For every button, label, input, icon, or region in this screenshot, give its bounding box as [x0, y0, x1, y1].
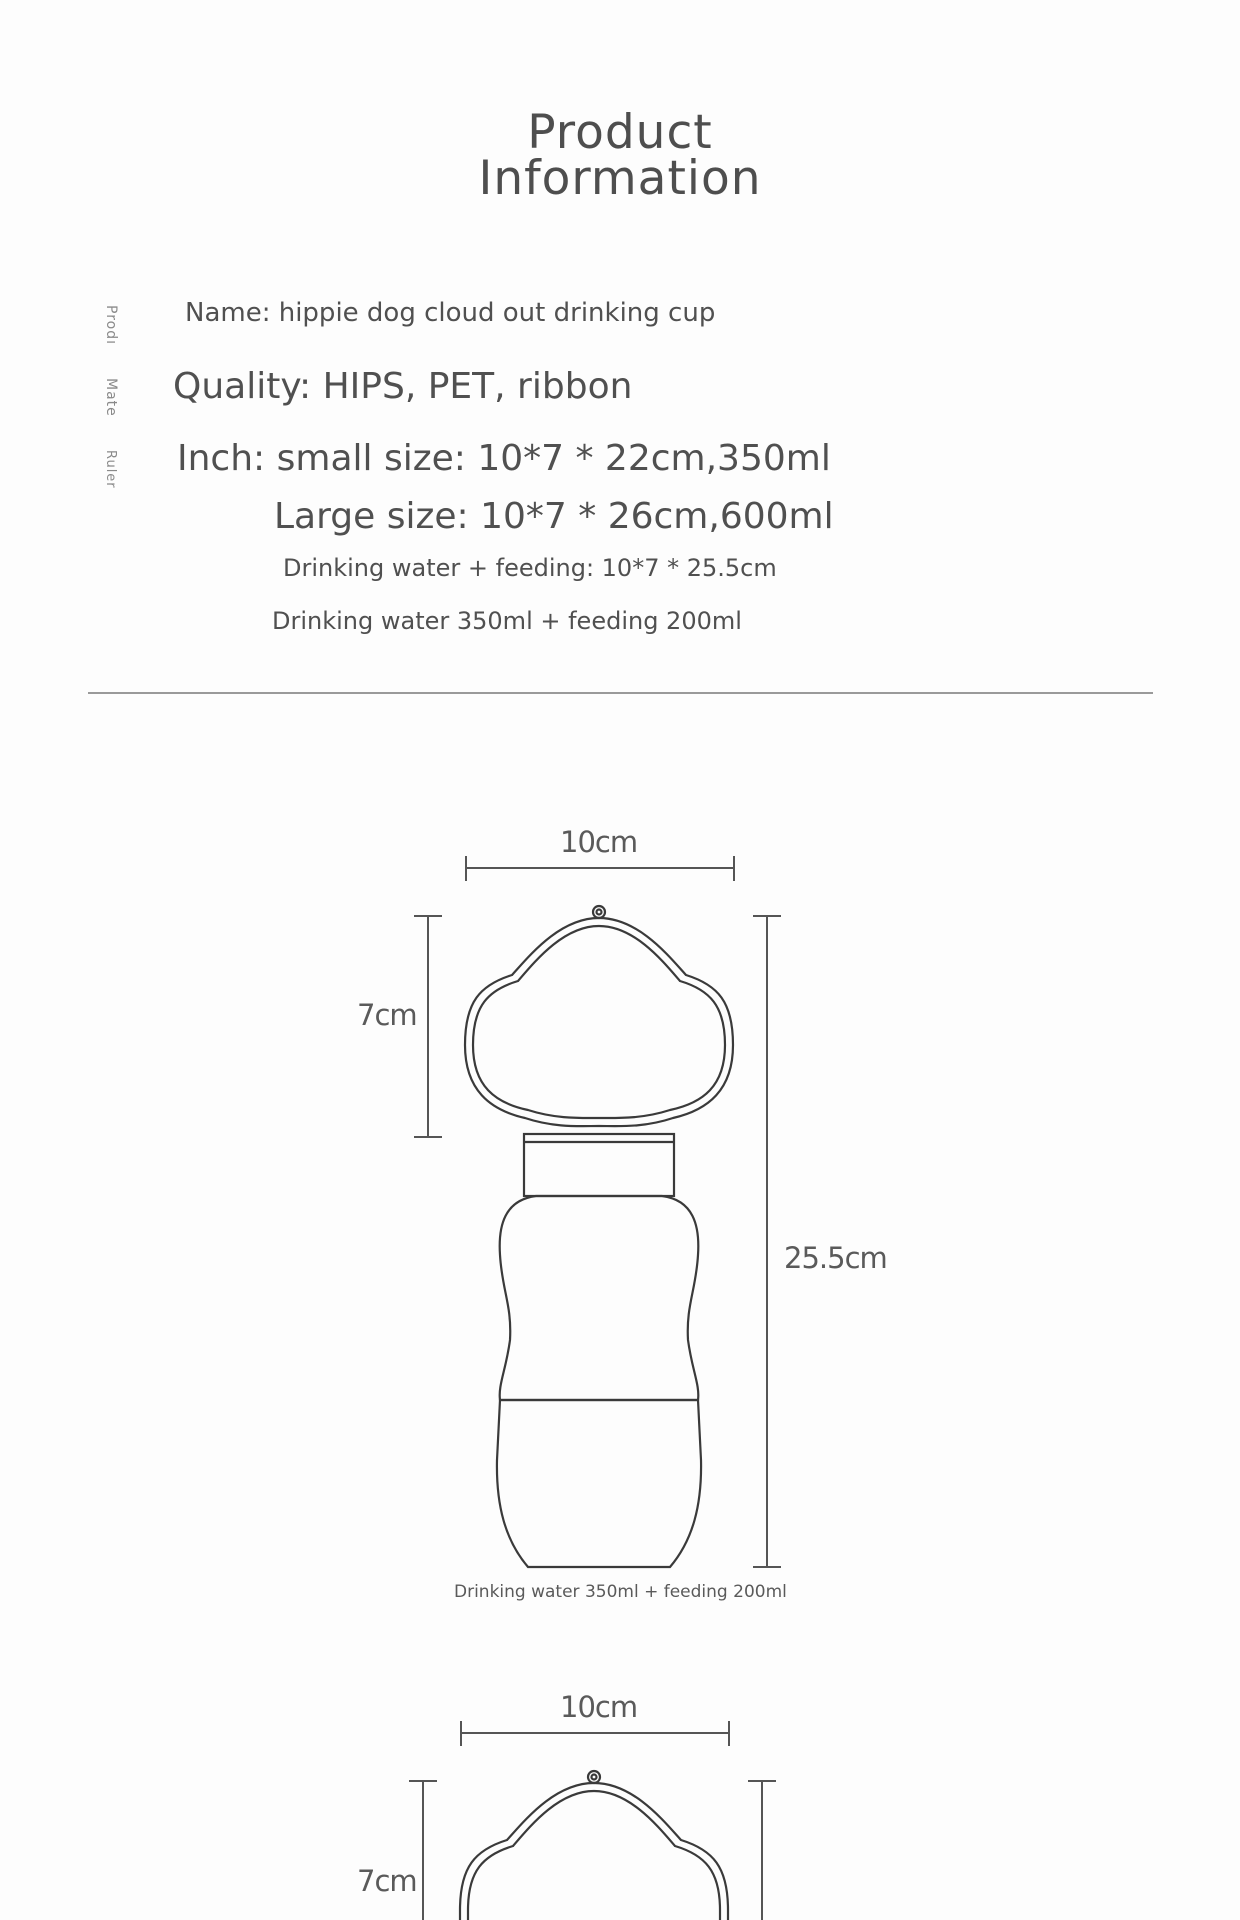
hanging-ring	[593, 906, 605, 918]
side-tab-product: Prodı	[103, 305, 119, 345]
bottle-body	[500, 1196, 699, 1400]
height-label-2: 7cm	[357, 1864, 417, 1898]
width-label: 10cm	[560, 825, 638, 859]
title-line-1: Product	[527, 105, 713, 160]
info-inch-small: Inch: small size: 10*7 * 22cm,350ml	[177, 438, 831, 479]
bottle-collar	[524, 1134, 674, 1196]
width-dimension-line-2	[461, 1721, 729, 1746]
diagram-caption: Drinking water 350ml + feeding 200ml	[454, 1582, 787, 1602]
feeding-cup	[497, 1400, 701, 1567]
side-tab-material: Mate	[103, 378, 119, 417]
side-tab-ruler: Ruler	[103, 450, 118, 489]
info-combo-size: Drinking water + feeding: 10*7 * 25.5cm	[283, 554, 777, 582]
total-height-label: 25.5cm	[784, 1241, 887, 1275]
total-height-dimension-line	[753, 916, 781, 1567]
total-height-dimension-line-2	[748, 1781, 776, 1920]
hanging-ring-2	[588, 1771, 600, 1783]
info-quality: Quality: HIPS, PET, ribbon	[173, 366, 633, 407]
title-line-2: Information	[478, 151, 762, 206]
info-name: Name: hippie dog cloud out drinking cup	[185, 298, 716, 328]
height-label: 7cm	[357, 998, 417, 1032]
width-label-2: 10cm	[560, 1690, 638, 1724]
info-large-size: Large size: 10*7 * 26cm,600ml	[274, 496, 834, 537]
info-combo-capacity: Drinking water 350ml + feeding 200ml	[272, 607, 742, 635]
width-dimension-line	[466, 856, 734, 881]
height-dimension-line-2	[409, 1781, 437, 1920]
cloud-lid	[465, 918, 733, 1126]
height-dimension-line	[414, 916, 442, 1137]
